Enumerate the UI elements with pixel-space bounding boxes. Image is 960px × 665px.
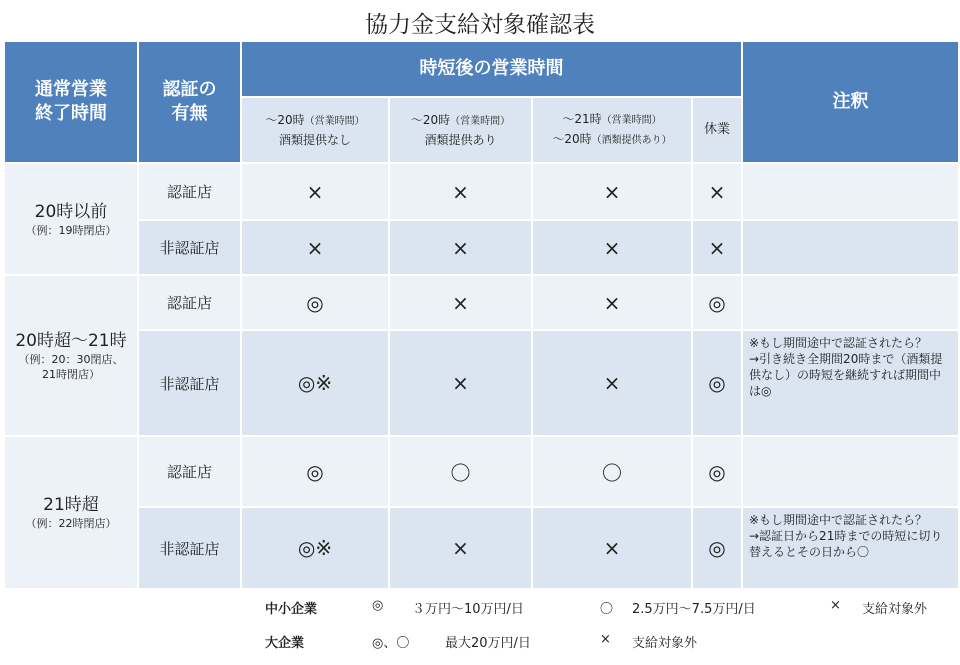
header-reduced-hours: 時短後の営業時間 (241, 41, 742, 97)
group-label: 20時以前 （例：19時閉店） (4, 163, 138, 275)
legend-large-a-mark: ◎、〇 (372, 636, 410, 651)
note-cell (742, 436, 959, 507)
mark-cell: × (241, 163, 389, 220)
subheader-until-20-no-alcohol: 〜20時（営業時間） 酒類提供なし (241, 97, 389, 163)
mark-cell: × (389, 220, 532, 275)
cert-status: 認証店 (138, 163, 241, 220)
cert-status: 非認証店 (138, 330, 241, 436)
mark-cell: 〇 (532, 436, 692, 507)
mark-cell: ◎ (692, 330, 742, 436)
page-title: 協力金支給対象確認表 (365, 12, 595, 38)
mark-cell: × (692, 220, 742, 275)
note-cell (742, 275, 959, 330)
header-certification: 認証の 有無 (138, 41, 241, 163)
mark-cell: × (241, 220, 389, 275)
subsidy-table (3, 40, 960, 590)
note-cell (742, 220, 959, 275)
note-cell: ※もし期間途中で認証されたら？ →認証日から21時までの時短に切り替えるとその日から〇 (742, 507, 959, 589)
legend-large-label: 大企業 (265, 636, 305, 651)
mark-cell: ◎ (692, 436, 742, 507)
mark-cell: × (389, 275, 532, 330)
mark-cell: × (532, 163, 692, 220)
mark-cell: × (532, 275, 692, 330)
mark-cell: × (389, 507, 532, 589)
mark-cell: ◎※ (241, 330, 389, 436)
subheader-closed: 休業 (692, 97, 742, 163)
mark-cell: ◎ (241, 436, 389, 507)
legend-large-a-text: 最大20万円/日 (445, 636, 531, 651)
subheader-until-20-with-alcohol: 〜20時（営業時間） 酒類提供あり (389, 97, 532, 163)
table-row (4, 436, 959, 507)
mark-cell: ◎ (241, 275, 389, 330)
cert-status: 認証店 (138, 275, 241, 330)
subheader-until-21: 〜21時（営業時間） 〜20時（酒類提供あり） (532, 97, 692, 163)
legend-sme-a-mark: ◎ (372, 598, 384, 613)
mark-cell: × (532, 507, 692, 589)
mark-cell: × (389, 163, 532, 220)
mark-cell: × (532, 220, 692, 275)
group-label: 21時超 （例：22時閉店） (4, 436, 138, 589)
legend-sme-a-text: ３万円〜10万円/日 (412, 602, 524, 617)
header-closing-time: 通常営業 終了時間 (4, 41, 138, 163)
group-label: 20時超〜21時 （例：20：30閉店、 21時閉店） (4, 275, 138, 436)
note-cell (742, 163, 959, 220)
mark-cell: ◎ (692, 507, 742, 589)
mark-cell: 〇 (389, 436, 532, 507)
legend-sme-c-mark: × (830, 598, 841, 613)
mark-cell: ◎ (692, 275, 742, 330)
legend-sme-label: 中小企業 (265, 602, 318, 617)
mark-cell: × (692, 163, 742, 220)
legend-sme-c-text: 支給対象外 (862, 602, 928, 617)
legend-sme-b-text: 2.5万円〜7.5万円/日 (632, 602, 756, 617)
note-cell: ※もし期間途中で認証されたら？ →引き続き全期間20時まで（酒類提供なし）の時短を継続すれば期間中は◎ (742, 330, 959, 436)
table-row (4, 275, 959, 330)
legend-large-c-mark: × (600, 632, 611, 647)
header-notes: 注釈 (742, 41, 959, 163)
mark-cell: × (532, 330, 692, 436)
cert-status: 非認証店 (138, 507, 241, 589)
table-row (4, 163, 959, 220)
table-row (4, 507, 959, 589)
table-row (4, 330, 959, 436)
legend-large-c-text: 支給対象外 (632, 636, 698, 651)
legend-sme-b-mark: 〇 (600, 602, 614, 617)
mark-cell: × (389, 330, 532, 436)
table-row (4, 220, 959, 275)
mark-cell: ◎※ (241, 507, 389, 589)
cert-status: 認証店 (138, 436, 241, 507)
cert-status: 非認証店 (138, 220, 241, 275)
